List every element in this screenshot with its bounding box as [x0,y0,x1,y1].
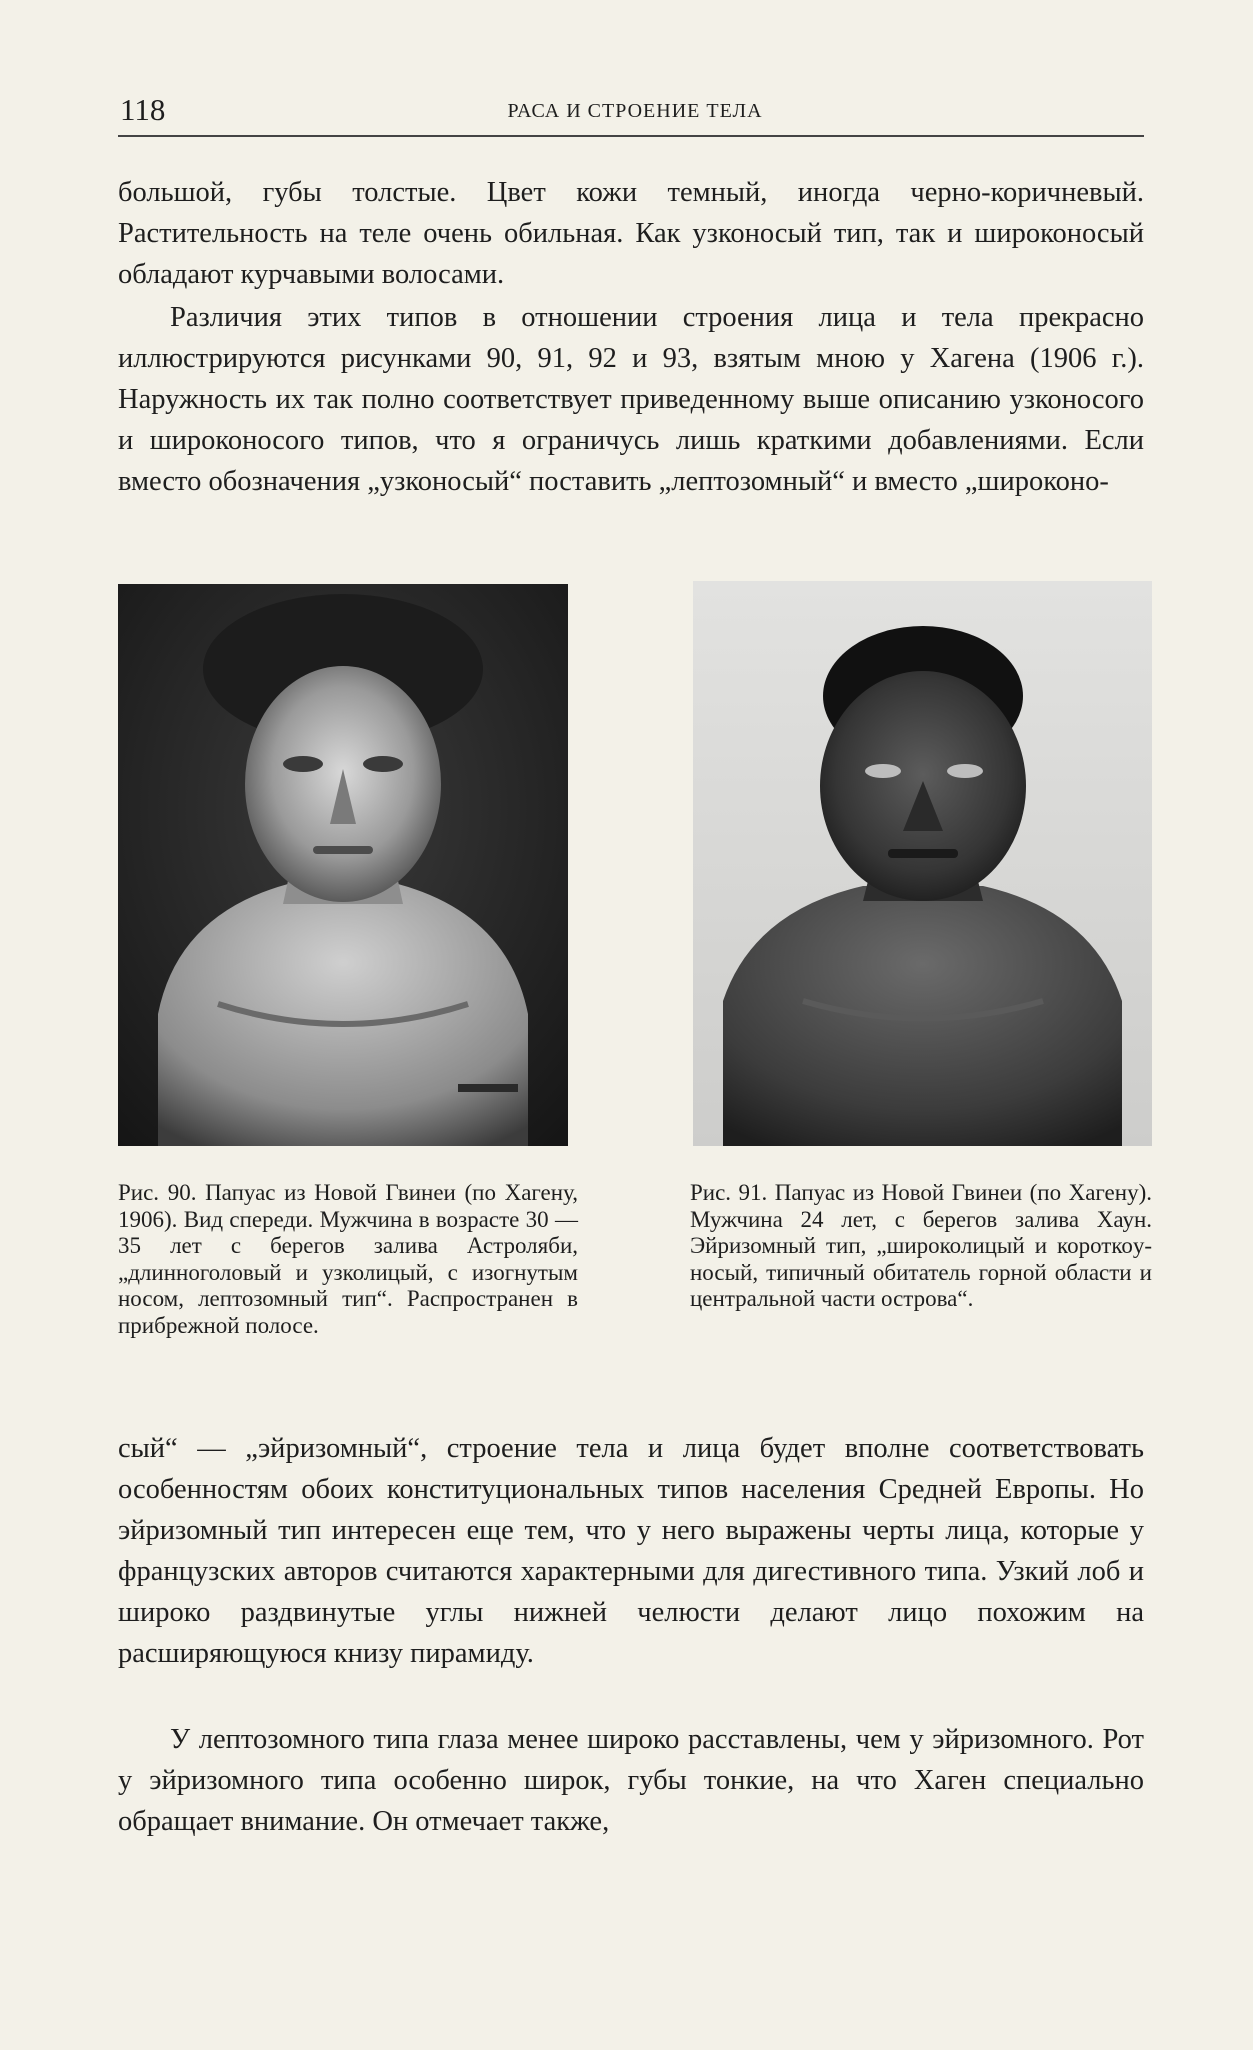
paragraph-1: большой, губы толстые. Цвет кожи темный, иногда черно-коричневый. Растительность на теле очень обильная. Как узконосый тип, так и широконосый обладают курчавыми волосами. [118,177,1144,290]
paragraph-4: У лептозомного типа глаза менее широко расставлены, чем у эйризомного. Рот у эйризомного типа особенно широк, губы тонкие, на что Хаген специально обращает внимание. Он отмечает также, [118,1724,1144,1837]
figure-90-photo [118,584,568,1146]
header-rule [118,135,1144,137]
page-number: 118 [120,92,166,127]
figure-91-photo [693,581,1152,1146]
paragraph-3: сый“ — „эйризомный“, строение тела и лица будет вполне соответствовать особенностям обоих конституциональных типов населения Средней Европы. Но эйризомный тип интересен еще тем, что у него выражены черты лица, которые у французских авторов считаются характерными для дигестивного типа. Узкий лоб и широко раздвинутые углы нижней челюсти делают лицо похожим на расширяющуюся книзу пирамиду. [118,1433,1144,1669]
paragraph-2: Различия этих типов в отношении строения лица и тела прекрасно иллюстрируются рисунками 90, 91, 92 и 93, взятым мною у Хагена (1906 г.). Наружность их так полно соответствует приведенному выше описанию узконосого и широконосого типов, что я ограничусь лишь краткими добавлениями. Если вместо обозначения „узконосый“ поставить „лептозомный“ и вместо „широконо- [118,302,1144,497]
figure-91-caption: Рис. 91. Папуас из Новой Гвинеи (по Хагену). Мужчина 24 лет, с берегов залива Хаун. Эйризомный тип, „широколицый и короткоyносый, типичный обитатель горной области и центральной части острова“. [690,1180,1152,1311]
figure-90-caption: Рис. 90. Папуас из Новой Гвинеи (по Хагену, 1906). Вид спереди. Мужчина в возрасте 30 — 35 лет с берегов залива Астроляби, „длинноголовый и узколицый, с изогнутым носом, лептозомный тип“. Распространен в прибрежной полосе. [118,1180,578,1338]
running-head: РАСА И СТРОЕНИЕ ТЕЛА [507,100,763,122]
